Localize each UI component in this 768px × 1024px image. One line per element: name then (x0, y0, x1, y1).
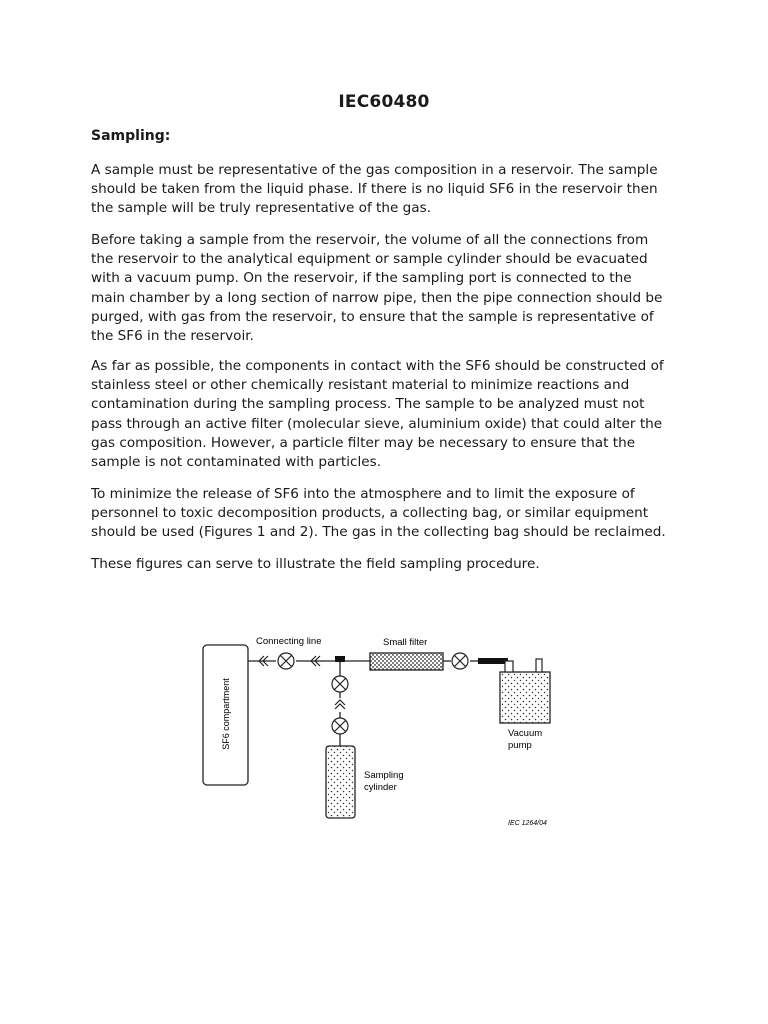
paragraph-line: sample is not contaminated with particles. (91, 454, 382, 471)
paragraph-line: purged, with gas from the reservoir, to ensure that the sample is representative of (91, 308, 654, 325)
small-filter-label: Small filter (383, 637, 428, 648)
paragraph-line: main chamber by a long section of narrow pipe, then the pipe connection should be (91, 289, 663, 306)
section-heading: Sampling: (91, 128, 171, 144)
valve-icon (452, 653, 468, 669)
paragraph-5 (91, 555, 691, 574)
paragraph-line: stainless steel or other chemically resistant material to minimize reactions and (91, 377, 630, 394)
paragraph-line: These figures can serve to illustrate the field sampling procedure. (91, 556, 540, 572)
valve-icon (278, 653, 294, 669)
small-filter (370, 637, 443, 670)
paragraph-line: A sample must be representative of the gas composition in a reservoir. The sample (91, 162, 658, 178)
sampling-cylinder (326, 746, 404, 818)
vacuum-pump (500, 659, 550, 751)
connecting-line-label: Connecting line (256, 636, 322, 647)
coupling-icon (335, 700, 345, 709)
paragraph-1 (91, 161, 691, 219)
paragraph-line: should be taken from the liquid phase. If there is no liquid SF6 in the reservoir then (91, 181, 658, 198)
iec-reference: IEC 1264/04 (508, 820, 547, 827)
paragraph-line: the reservoir to the analytical equipment or sample cylinder should be evacuated (91, 251, 648, 268)
paragraph-line: As far as possible, the components in contact with the SF6 should be constructed of (91, 358, 664, 374)
paragraph-line: should be used (Figures 1 and 2). The gas in the collecting bag should be reclaimed. (91, 524, 666, 541)
t-junction-icon (335, 656, 345, 676)
paragraph-3 (91, 357, 691, 472)
compartment-label: SF6 compartment (221, 678, 231, 750)
paragraph-line: gas composition. However, a particle filter may be necessary to ensure that the (91, 434, 636, 451)
valve-icon (332, 676, 348, 692)
paragraph-line: pass through an active filter (molecular sieve, aluminium oxide) that could alter the (91, 415, 663, 432)
paragraph-2 (91, 231, 691, 346)
paragraph-line: To minimize the release of SF6 into the atmosphere and to limit the exposure of (91, 486, 635, 502)
document-title: IEC60480 (338, 92, 430, 112)
paragraph-4 (91, 485, 691, 543)
pump-pipe (478, 658, 508, 664)
paragraph-line: Before taking a sample from the reservoir, the volume of all the connections from (91, 232, 649, 248)
sampling-cylinder-label: Sampling (364, 770, 404, 781)
paragraph-line: the sample will be truly representative of the gas. (91, 200, 432, 217)
sf6-compartment (203, 645, 248, 785)
paragraph-line: the SF6 in the reservoir. (91, 328, 254, 345)
paragraph-line: contamination during the sampling process. The sample to be analyzed must not (91, 396, 645, 413)
sampling-diagram (198, 628, 568, 833)
vacuum-pump-label: pump (508, 740, 532, 751)
valve-icon (332, 718, 348, 734)
paragraph-line: with a vacuum pump. On the reservoir, if the sampling port is connected to the (91, 270, 632, 287)
sampling-cylinder-label: cylinder (364, 782, 397, 793)
paragraph-line: personnel to toxic decomposition products, a collecting bag, or similar equipment (91, 505, 649, 522)
vacuum-pump-label: Vacuum (508, 728, 543, 739)
